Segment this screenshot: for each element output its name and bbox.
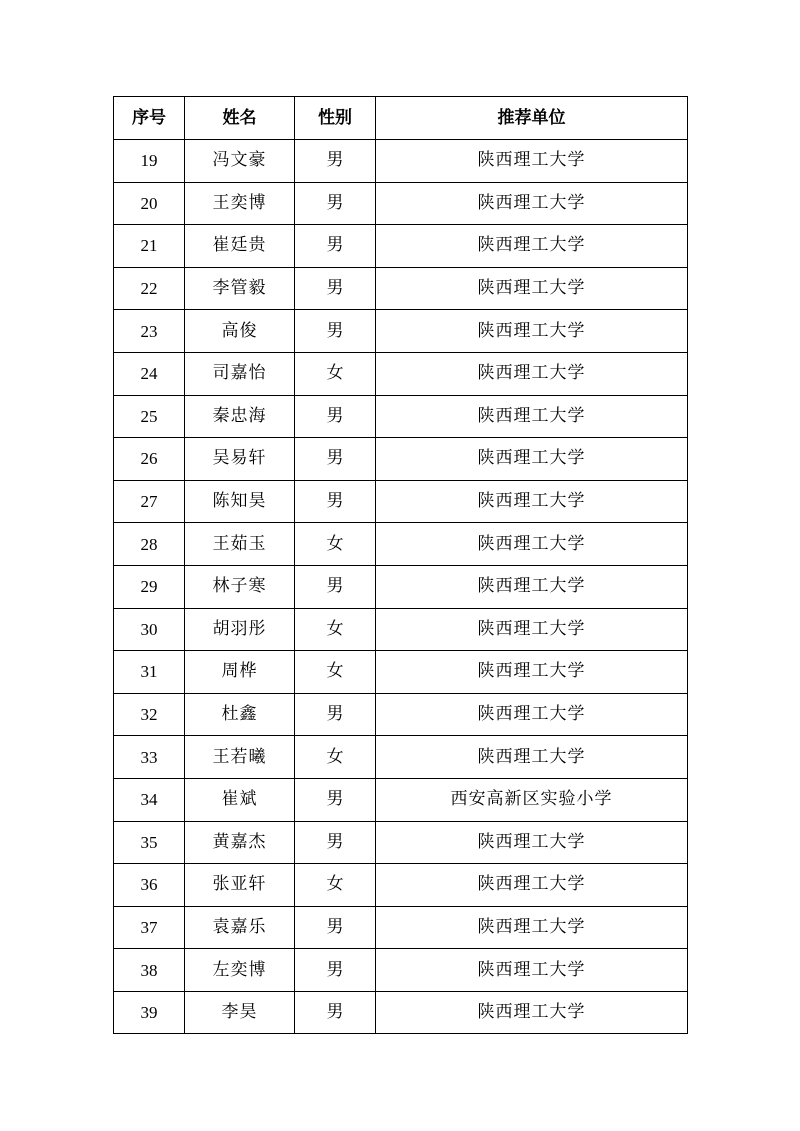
row-unit-cell: 陕西理工大学 bbox=[376, 267, 688, 310]
row-gender-cell: 男 bbox=[295, 565, 376, 608]
row-unit-cell: 陕西理工大学 bbox=[376, 693, 688, 736]
row-unit-cell: 陕西理工大学 bbox=[376, 438, 688, 481]
row-gender-cell: 男 bbox=[295, 182, 376, 225]
table-row bbox=[114, 438, 688, 481]
row-index-cell: 20 bbox=[114, 182, 185, 225]
row-gender-cell: 女 bbox=[295, 864, 376, 907]
row-name-cell: 崔廷贵 bbox=[185, 225, 295, 268]
row-name-cell: 吴易轩 bbox=[185, 438, 295, 481]
row-name-cell: 李管毅 bbox=[185, 267, 295, 310]
table-row bbox=[114, 523, 688, 566]
table-row bbox=[114, 480, 688, 523]
row-index-cell: 21 bbox=[114, 225, 185, 268]
row-name-cell: 高俊 bbox=[185, 310, 295, 353]
table-row bbox=[114, 821, 688, 864]
row-index-cell: 30 bbox=[114, 608, 185, 651]
row-gender-cell: 男 bbox=[295, 991, 376, 1034]
row-index-cell: 34 bbox=[114, 778, 185, 821]
table-row bbox=[114, 778, 688, 821]
table-row bbox=[114, 267, 688, 310]
header-name: 姓名 bbox=[185, 97, 295, 140]
row-name-cell: 冯文豪 bbox=[185, 140, 295, 183]
row-gender-cell: 男 bbox=[295, 310, 376, 353]
table-row bbox=[114, 310, 688, 353]
recommendation-roster-table bbox=[113, 96, 688, 1034]
table-body bbox=[114, 140, 688, 1034]
row-gender-cell: 女 bbox=[295, 352, 376, 395]
table-row bbox=[114, 906, 688, 949]
row-index-cell: 29 bbox=[114, 565, 185, 608]
row-name-cell: 胡羽彤 bbox=[185, 608, 295, 651]
row-gender-cell: 男 bbox=[295, 778, 376, 821]
row-gender-cell: 男 bbox=[295, 906, 376, 949]
row-unit-cell: 陕西理工大学 bbox=[376, 991, 688, 1034]
table-row bbox=[114, 864, 688, 907]
row-unit-cell: 陕西理工大学 bbox=[376, 821, 688, 864]
row-index-cell: 28 bbox=[114, 523, 185, 566]
row-gender-cell: 男 bbox=[295, 438, 376, 481]
row-name-cell: 袁嘉乐 bbox=[185, 906, 295, 949]
table-row bbox=[114, 693, 688, 736]
row-gender-cell: 男 bbox=[295, 267, 376, 310]
row-unit-cell: 陕西理工大学 bbox=[376, 310, 688, 353]
row-name-cell: 王茹玉 bbox=[185, 523, 295, 566]
row-gender-cell: 男 bbox=[295, 821, 376, 864]
row-index-cell: 32 bbox=[114, 693, 185, 736]
row-index-cell: 26 bbox=[114, 438, 185, 481]
row-index-cell: 19 bbox=[114, 140, 185, 183]
row-name-cell: 周桦 bbox=[185, 651, 295, 694]
row-gender-cell: 女 bbox=[295, 736, 376, 779]
row-unit-cell: 陕西理工大学 bbox=[376, 864, 688, 907]
row-index-cell: 22 bbox=[114, 267, 185, 310]
table-row bbox=[114, 352, 688, 395]
row-index-cell: 33 bbox=[114, 736, 185, 779]
row-index-cell: 37 bbox=[114, 906, 185, 949]
row-unit-cell: 陕西理工大学 bbox=[376, 480, 688, 523]
row-name-cell: 王奕博 bbox=[185, 182, 295, 225]
row-index-cell: 39 bbox=[114, 991, 185, 1034]
header-gender: 性别 bbox=[295, 97, 376, 140]
header-index: 序号 bbox=[114, 97, 185, 140]
row-unit-cell: 陕西理工大学 bbox=[376, 352, 688, 395]
row-index-cell: 38 bbox=[114, 949, 185, 992]
table-row bbox=[114, 225, 688, 268]
table-row bbox=[114, 608, 688, 651]
row-unit-cell: 陕西理工大学 bbox=[376, 651, 688, 694]
row-name-cell: 黄嘉杰 bbox=[185, 821, 295, 864]
row-unit-cell: 陕西理工大学 bbox=[376, 608, 688, 651]
row-name-cell: 秦忠海 bbox=[185, 395, 295, 438]
row-gender-cell: 男 bbox=[295, 225, 376, 268]
row-gender-cell: 女 bbox=[295, 523, 376, 566]
header-row bbox=[114, 97, 688, 140]
row-name-cell: 王若曦 bbox=[185, 736, 295, 779]
row-unit-cell: 陕西理工大学 bbox=[376, 949, 688, 992]
row-name-cell: 李昊 bbox=[185, 991, 295, 1034]
table-row bbox=[114, 182, 688, 225]
table-row bbox=[114, 565, 688, 608]
header-unit: 推荐单位 bbox=[376, 97, 688, 140]
row-gender-cell: 男 bbox=[295, 395, 376, 438]
row-index-cell: 36 bbox=[114, 864, 185, 907]
row-unit-cell: 陕西理工大学 bbox=[376, 140, 688, 183]
row-index-cell: 24 bbox=[114, 352, 185, 395]
row-index-cell: 23 bbox=[114, 310, 185, 353]
table-row bbox=[114, 736, 688, 779]
row-gender-cell: 男 bbox=[295, 480, 376, 523]
table-row bbox=[114, 140, 688, 183]
row-unit-cell: 陕西理工大学 bbox=[376, 182, 688, 225]
row-name-cell: 陈知昊 bbox=[185, 480, 295, 523]
table-row bbox=[114, 949, 688, 992]
row-gender-cell: 男 bbox=[295, 693, 376, 736]
row-name-cell: 杜鑫 bbox=[185, 693, 295, 736]
row-name-cell: 崔斌 bbox=[185, 778, 295, 821]
row-unit-cell: 陕西理工大学 bbox=[376, 565, 688, 608]
row-gender-cell: 男 bbox=[295, 140, 376, 183]
row-gender-cell: 男 bbox=[295, 949, 376, 992]
table-header bbox=[114, 97, 688, 140]
row-name-cell: 左奕博 bbox=[185, 949, 295, 992]
row-index-cell: 31 bbox=[114, 651, 185, 694]
row-gender-cell: 女 bbox=[295, 608, 376, 651]
table-row bbox=[114, 395, 688, 438]
row-gender-cell: 女 bbox=[295, 651, 376, 694]
row-index-cell: 25 bbox=[114, 395, 185, 438]
table-row bbox=[114, 651, 688, 694]
row-index-cell: 27 bbox=[114, 480, 185, 523]
row-unit-cell: 陕西理工大学 bbox=[376, 736, 688, 779]
row-name-cell: 林子寒 bbox=[185, 565, 295, 608]
row-name-cell: 张亚轩 bbox=[185, 864, 295, 907]
row-unit-cell: 陕西理工大学 bbox=[376, 906, 688, 949]
row-unit-cell: 西安高新区实验小学 bbox=[376, 778, 688, 821]
row-unit-cell: 陕西理工大学 bbox=[376, 395, 688, 438]
row-unit-cell: 陕西理工大学 bbox=[376, 225, 688, 268]
row-unit-cell: 陕西理工大学 bbox=[376, 523, 688, 566]
table-row bbox=[114, 991, 688, 1034]
row-index-cell: 35 bbox=[114, 821, 185, 864]
row-name-cell: 司嘉怡 bbox=[185, 352, 295, 395]
